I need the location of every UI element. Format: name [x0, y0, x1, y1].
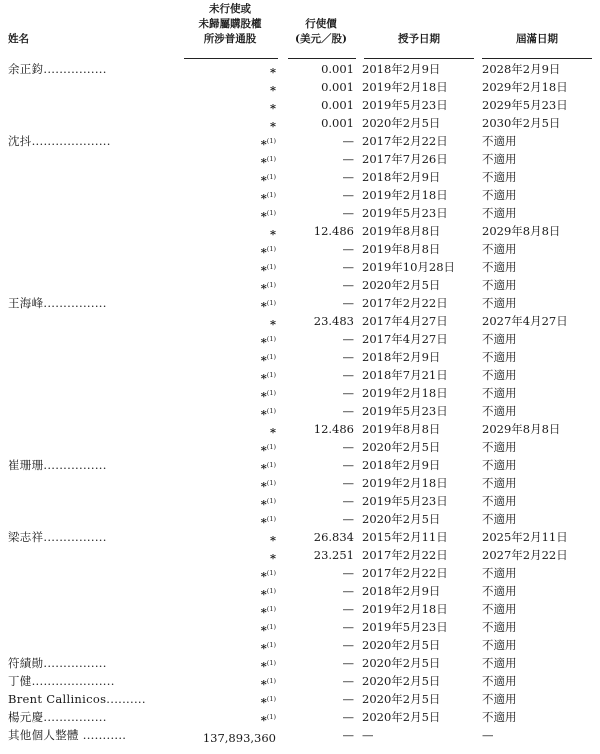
footnote-ref: (1) [266, 623, 276, 631]
shares-text: * [260, 443, 267, 457]
exercise-price: — [342, 242, 354, 256]
expiry-date: 不適用 [482, 404, 517, 418]
shares-text: * [260, 641, 267, 655]
expiry-date: 不適用 [482, 620, 517, 634]
grant-date: 2019年8月8日 [362, 422, 441, 436]
table-row [0, 258, 600, 276]
exercise-price: 0.001 [321, 116, 354, 130]
exercise-price: — [342, 206, 354, 220]
exercise-price: — [342, 710, 354, 724]
grant-date: 2018年2月9日 [362, 458, 441, 472]
footnote-ref: (1) [266, 299, 276, 307]
exercise-price: — [342, 296, 354, 310]
grant-date: 2019年2月18日 [362, 80, 448, 94]
footnote-ref: (1) [266, 281, 276, 289]
expiry-date: 不適用 [482, 602, 517, 616]
table-row [0, 78, 600, 96]
grant-date: 2018年7月21日 [362, 368, 448, 382]
expiry-date: 不適用 [482, 476, 517, 490]
grant-date: 2020年2月5日 [362, 512, 441, 526]
table-row [0, 600, 600, 618]
footnote-ref: (1) [266, 641, 276, 649]
grant-date: 2018年2月9日 [362, 170, 441, 184]
shares-text: * [260, 587, 267, 601]
expiry-date: 不適用 [482, 710, 517, 724]
option-table-body [0, 60, 600, 744]
exercise-price: — [342, 728, 354, 742]
expiry-date: 2029年5月23日 [482, 98, 568, 112]
grant-date: 2019年5月23日 [362, 404, 448, 418]
exercise-price: — [342, 260, 354, 274]
footnote-ref: (1) [266, 353, 276, 361]
table-row [0, 150, 600, 168]
exercise-price: — [342, 188, 354, 202]
person-name: 楊元慶................ [8, 710, 107, 724]
header-name: 姓名 [8, 33, 29, 45]
shares-text: * [260, 191, 267, 205]
shares-text: * [260, 713, 267, 727]
exercise-price: 0.001 [321, 80, 354, 94]
table-row [0, 240, 600, 258]
expiry-date: 不適用 [482, 656, 517, 670]
shares-value [182, 726, 287, 747]
shares-text: * [269, 101, 276, 115]
person-name: 梁志祥................ [8, 530, 107, 544]
shares-text: * [269, 551, 276, 565]
table-row [0, 330, 600, 348]
exercise-price: — [342, 170, 354, 184]
expiry-date: 不適用 [482, 206, 517, 220]
grant-date: 2019年5月23日 [362, 206, 448, 220]
grant-date: 2020年2月5日 [362, 656, 441, 670]
expiry-date: 2030年2月5日 [482, 116, 561, 130]
table-row [0, 186, 600, 204]
table-header [0, 2, 600, 58]
shares-text: * [260, 659, 267, 673]
table-row [0, 114, 600, 132]
footnote-ref: (1) [266, 713, 276, 721]
shares-text: * [260, 335, 267, 349]
grant-date: 2019年5月23日 [362, 494, 448, 508]
expiry-date: 不適用 [482, 188, 517, 202]
grant-date: 2018年2月9日 [362, 584, 441, 598]
shares-text: * [260, 245, 267, 259]
table-row [0, 492, 600, 510]
table-row [0, 690, 600, 708]
exercise-price: — [342, 602, 354, 616]
footnote-ref: (1) [266, 677, 276, 685]
shares-text: * [260, 353, 267, 367]
person-name: 余正鈞................ [8, 62, 107, 76]
shares-text: * [260, 569, 267, 583]
grant-date: — [362, 728, 374, 742]
header-shares [182, 2, 278, 47]
footnote-ref: (1) [266, 569, 276, 577]
grant-date: 2019年5月23日 [362, 98, 448, 112]
grant-date: 2019年2月18日 [362, 386, 448, 400]
exercise-price: 23.251 [313, 548, 354, 562]
table-row [0, 546, 600, 564]
person-name: 其他個人整體 ........... [8, 728, 127, 742]
footnote-ref: (1) [266, 335, 276, 343]
exercise-price: — [342, 584, 354, 598]
header-shares-line1: 未行使或 [209, 3, 251, 15]
shares-text: * [260, 299, 267, 313]
shares-text: * [260, 137, 267, 151]
header-shares-line3: 所涉普通股 [203, 33, 257, 45]
exercise-price: — [342, 152, 354, 166]
footnote-ref: (1) [266, 245, 276, 253]
exercise-price: — [342, 620, 354, 634]
shares-text: * [260, 695, 267, 709]
table-row [0, 528, 600, 546]
exercise-price: — [342, 494, 354, 508]
expiry-date: 不適用 [482, 638, 517, 652]
expiry-date: 不適用 [482, 242, 517, 256]
shares-text: * [260, 155, 267, 169]
grant-date: 2020年2月5日 [362, 710, 441, 724]
footnote-ref: (1) [266, 443, 276, 451]
person-name: 符績勛................ [8, 656, 107, 670]
expiry-date: 2029年8月8日 [482, 224, 561, 238]
header-shares-line2: 未歸屬購股權 [198, 18, 262, 30]
shares-text: * [260, 677, 267, 691]
footnote-ref: (1) [266, 371, 276, 379]
header-price-line2: (美元／股) [295, 33, 347, 45]
table-row [0, 384, 600, 402]
expiry-date: 不適用 [482, 512, 517, 526]
footnote-ref: (1) [266, 695, 276, 703]
grant-date: 2015年2月11日 [362, 530, 448, 544]
grant-date: 2019年8月8日 [362, 242, 441, 256]
grant-date: 2017年2月22日 [362, 548, 448, 562]
shares-text: * [260, 623, 267, 637]
shares-text: * [269, 425, 276, 439]
shares-text: * [260, 263, 267, 277]
grant-date: 2017年2月22日 [362, 134, 448, 148]
table-row [0, 708, 600, 726]
table-row [0, 438, 600, 456]
footnote-ref: (1) [266, 209, 276, 217]
expiry-date: 不適用 [482, 368, 517, 382]
footnote-ref: (1) [266, 587, 276, 595]
expiry-date: 不適用 [482, 674, 517, 688]
footnote-ref: (1) [266, 263, 276, 271]
grant-date: 2017年7月26日 [362, 152, 448, 166]
expiry-date: 不適用 [482, 296, 517, 310]
shares-text: * [260, 209, 267, 223]
header-price [286, 17, 356, 47]
exercise-price: — [342, 458, 354, 472]
table-row [0, 456, 600, 474]
grant-date: 2019年2月18日 [362, 476, 448, 490]
expiry-date: 不適用 [482, 152, 517, 166]
exercise-price: 23.483 [313, 314, 354, 328]
shares-text: * [260, 605, 267, 619]
footnote-ref: (1) [266, 137, 276, 145]
expiry-date: 2028年2月9日 [482, 62, 561, 76]
grant-date: 2020年2月5日 [362, 440, 441, 454]
person-name: 王海峰................ [8, 296, 107, 310]
table-row [0, 96, 600, 114]
exercise-price: 12.486 [313, 422, 354, 436]
header-grant: 授予日期 [398, 33, 440, 45]
table-row [0, 366, 600, 384]
table-row [0, 726, 600, 744]
expiry-date: 不適用 [482, 350, 517, 364]
exercise-price: — [342, 512, 354, 526]
shares-text: * [260, 461, 267, 475]
table-row [0, 420, 600, 438]
table-row [0, 276, 600, 294]
shares-text: * [260, 281, 267, 295]
footnote-ref: (1) [266, 659, 276, 667]
person-name: 崔珊珊................ [8, 458, 107, 472]
person-name: 丁健..................... [8, 674, 115, 688]
footnote-ref: (1) [266, 479, 276, 487]
expiry-date: 不適用 [482, 170, 517, 184]
shares-text: * [269, 227, 276, 241]
expiry-date: 不適用 [482, 692, 517, 706]
exercise-price: — [342, 638, 354, 652]
header-expiry: 屆滿日期 [516, 33, 558, 45]
grant-date: 2019年2月18日 [362, 188, 448, 202]
expiry-date: 2027年4月27日 [482, 314, 568, 328]
expiry-date: 2029年2月18日 [482, 80, 568, 94]
expiry-date: 2025年2月11日 [482, 530, 568, 544]
exercise-price: — [342, 134, 354, 148]
exercise-price: 12.486 [313, 224, 354, 238]
table-row [0, 60, 600, 78]
shares-text: * [260, 173, 267, 187]
grant-date: 2017年4月27日 [362, 314, 448, 328]
header-rule-shares [184, 58, 278, 59]
person-name: Brent Callinicos.......... [8, 692, 146, 706]
footnote-ref: (1) [266, 605, 276, 613]
exercise-price: — [342, 386, 354, 400]
table-row [0, 204, 600, 222]
shares-text: * [269, 533, 276, 547]
table-row [0, 294, 600, 312]
grant-date: 2020年2月5日 [362, 116, 441, 130]
grant-date: 2020年2月5日 [362, 638, 441, 652]
table-row [0, 510, 600, 528]
grant-date: 2017年2月22日 [362, 296, 448, 310]
exercise-price: — [342, 656, 354, 670]
expiry-date: 不適用 [482, 440, 517, 454]
expiry-date: 2029年8月8日 [482, 422, 561, 436]
header-rule-price [288, 58, 356, 59]
expiry-date: 不適用 [482, 566, 517, 580]
grant-date: 2017年4月27日 [362, 332, 448, 346]
grant-date: 2019年8月8日 [362, 224, 441, 238]
grant-date: 2018年2月9日 [362, 62, 441, 76]
footnote-ref: (1) [266, 191, 276, 199]
grant-date: 2018年2月9日 [362, 350, 441, 364]
footnote-ref: (1) [266, 389, 276, 397]
shares-text: 137,893,360 [202, 731, 276, 745]
exercise-price: — [342, 674, 354, 688]
exercise-price: — [342, 278, 354, 292]
shares-text: * [269, 83, 276, 97]
table-row [0, 654, 600, 672]
table-row [0, 402, 600, 420]
expiry-date: 不適用 [482, 134, 517, 148]
expiry-date: — [482, 728, 494, 742]
grant-date: 2019年2月18日 [362, 602, 448, 616]
table-row [0, 618, 600, 636]
header-price-line1: 行使價 [305, 18, 337, 30]
table-row [0, 168, 600, 186]
table-row [0, 636, 600, 654]
table-row [0, 672, 600, 690]
expiry-date: 不適用 [482, 260, 517, 274]
shares-text: * [269, 65, 276, 79]
exercise-price: 0.001 [321, 98, 354, 112]
grant-date: 2019年5月23日 [362, 620, 448, 634]
shares-text: * [260, 371, 267, 385]
table-row [0, 348, 600, 366]
footnote-ref: (1) [266, 461, 276, 469]
grant-date: 2017年2月22日 [362, 566, 448, 580]
expiry-date: 不適用 [482, 278, 517, 292]
footnote-ref: (1) [266, 155, 276, 163]
shares-text: * [260, 497, 267, 511]
expiry-date: 不適用 [482, 584, 517, 598]
expiry-date: 不適用 [482, 458, 517, 472]
expiry-date: 不適用 [482, 386, 517, 400]
grant-date: 2019年10月28日 [362, 260, 456, 274]
exercise-price: — [342, 476, 354, 490]
grant-date: 2020年2月5日 [362, 692, 441, 706]
table-row [0, 582, 600, 600]
shares-text: * [260, 407, 267, 421]
exercise-price: — [342, 332, 354, 346]
table-row [0, 312, 600, 330]
footnote-ref: (1) [266, 407, 276, 415]
footnote-ref: (1) [266, 173, 276, 181]
exercise-price: — [342, 350, 354, 364]
exercise-price: 0.001 [321, 62, 354, 76]
table-row [0, 564, 600, 582]
shares-text: * [269, 119, 276, 133]
table-row [0, 474, 600, 492]
exercise-price: 26.834 [313, 530, 354, 544]
expiry-date: 2027年2月22日 [482, 548, 568, 562]
person-name: 沈抖.................... [8, 134, 111, 148]
shares-text: * [260, 515, 267, 529]
shares-text: * [260, 479, 267, 493]
exercise-price: — [342, 692, 354, 706]
expiry-date: 不適用 [482, 494, 517, 508]
exercise-price: — [342, 566, 354, 580]
table-row [0, 222, 600, 240]
exercise-price: — [342, 440, 354, 454]
shares-text: * [260, 389, 267, 403]
exercise-price: — [342, 404, 354, 418]
table-row [0, 132, 600, 150]
grant-date: 2020年2月5日 [362, 278, 441, 292]
header-rule-expiry [482, 58, 592, 59]
footnote-ref: (1) [266, 515, 276, 523]
footnote-ref: (1) [266, 497, 276, 505]
exercise-price: — [342, 368, 354, 382]
header-rule-grant [364, 58, 474, 59]
shares-text: * [269, 317, 276, 331]
expiry-date: 不適用 [482, 332, 517, 346]
grant-date: 2020年2月5日 [362, 674, 441, 688]
